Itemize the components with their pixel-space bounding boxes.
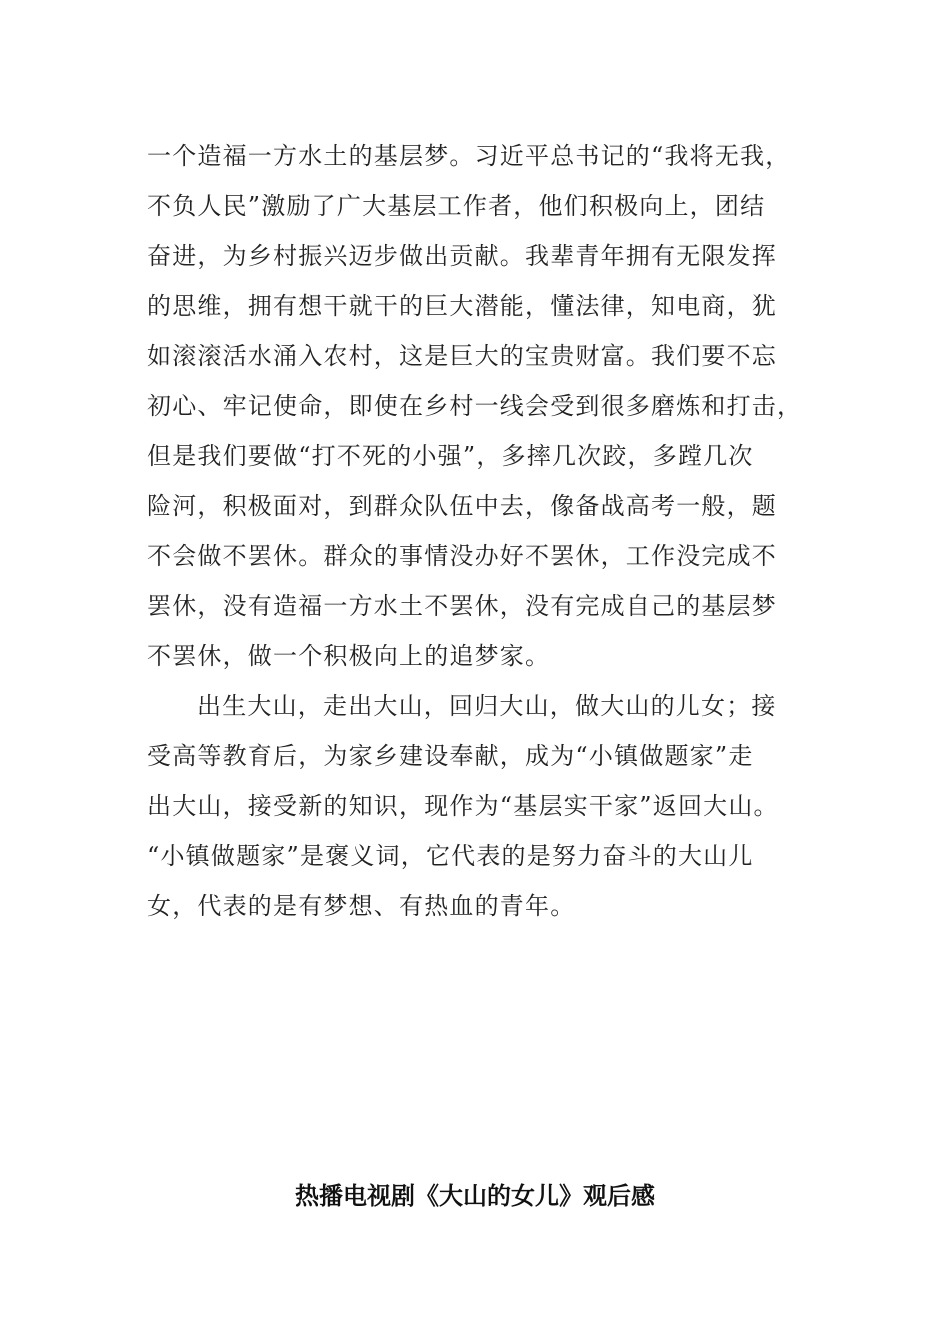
text-line: 罢休，没有造福一方水土不罢休，没有完成自己的基层梦 (147, 592, 777, 620)
article-title: 热播电视剧《大山的女儿》观后感 (295, 1181, 655, 1210)
text-line: 的思维，拥有想干就干的巨大潜能，懂法律，知电商，犹 (147, 292, 777, 320)
text-line: 女，代表的是有梦想、有热血的青年。 (147, 892, 576, 920)
text-line: “小镇做题家”是褒义词，它代表的是努力奋斗的大山儿 (147, 842, 754, 870)
text-line: 一个造福一方水土的基层梦。习近平总书记的“我将无我， (147, 142, 791, 170)
article-body (147, 131, 807, 931)
text-line: 受高等教育后，为家乡建设奉献，成为“小镇做题家”走 (147, 742, 754, 770)
text-line: 出大山，接受新的知识，现作为“基层实干家”返回大山。 (147, 792, 779, 820)
text-line: 初心、牢记使命，即使在乡村一线会受到很多磨炼和打击， (147, 392, 803, 420)
text-line: 不会做不罢休。群众的事情没办好不罢休，工作没完成不 (147, 542, 777, 570)
text-line: 但是我们要做“打不死的小强”，多摔几次跤，多蹚几次 (147, 442, 754, 470)
text-line: 不罢休，做一个积极向上的追梦家。 (147, 642, 551, 670)
text-line: 如滚滚活水涌入农村，这是巨大的宝贵财富。我们要不忘 (147, 342, 777, 370)
paragraph-first-line: 出生大山，走出大山，回归大山，做大山的儿女；接 (197, 692, 777, 720)
text-line: 不负人民”激励了广大基层工作者，他们积极向上，团结 (147, 192, 766, 220)
text-line: 奋进，为乡村振兴迈步做出贡献。我辈青年拥有无限发挥 (147, 242, 777, 270)
text-line: 险河，积极面对，到群众队伍中去，像备战高考一般，题 (147, 492, 777, 520)
